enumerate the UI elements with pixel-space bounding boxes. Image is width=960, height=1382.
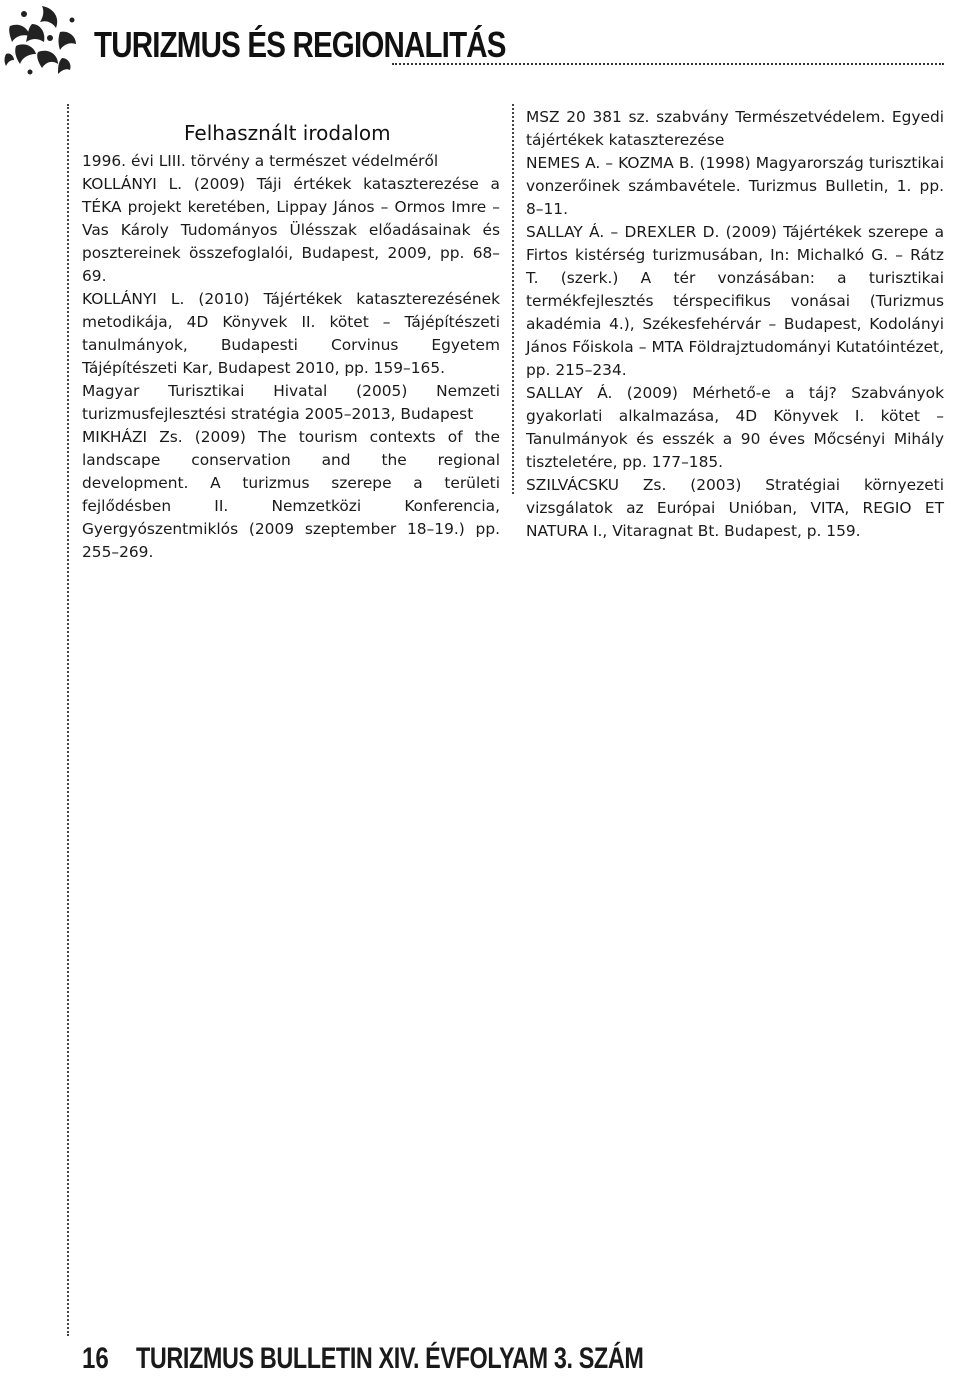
reference-item: SZILVÁCSKU Zs. (2003) Stratégiai környezeti vizsgálatok az Európai Unióban, VITA, REGIO ET NATURA I., Vitaragnat Bt. Budapest, p. 159. <box>526 476 944 540</box>
reference-item: Magyar Turisztikai Hivatal (2005) Nemzeti turizmusfejlesztési stratégia 2005–2013, Budapest <box>82 382 500 423</box>
reference-item: 1996. évi LIII. törvény a természet védelméről <box>82 152 439 170</box>
reference-item: NEMES A. – KOZMA B. (1998) Magyarország turisztikai vonzerőinek számbavétele. Turizmus Bulletin, 1. pp. 8–11. <box>526 154 944 218</box>
folk-ornament-icon <box>2 2 86 80</box>
footer-journal-title: TURIZMUS BULLETIN XIV. ÉVFOLYAM 3. SZÁM <box>136 1342 644 1375</box>
references-left-column <box>82 150 500 564</box>
references-right-column <box>526 106 944 543</box>
center-dotted-rule <box>512 104 514 494</box>
reference-item: KOLLÁNYI L. (2009) Táji értékek kataszterezése a TÉKA projekt keretében, Lippay János – Ormos Imre – Vas Károly Tudományos Ülésszak előadásainak és posztereinek összefoglalói, Budapest, 2009, pp. 68–69. <box>82 175 500 285</box>
reference-item: SALLAY Á. – DREXLER D. (2009) Tájértékek szerepe a Firtos kistérség turizmusában, In: Michalkó G. – Rátz T. (szerk.) A tér vonzásában: a turisztikai termékfejlesztés térspecifikus vonásai (Turizmus akadémia 4.), Székesfehérvár – Budapest, Kodolányi János Főiskola – MTA Földrajztudományi Kutatóintézet, pp. 215–234. <box>526 223 944 379</box>
reference-item: MSZ 20 381 sz. szabvány Természetvédelem. Egyedi tájértékek kataszterezése <box>526 108 944 149</box>
journal-title: TURIZMUS ÉS REGIONALITÁS <box>94 24 506 65</box>
header-dotted-rule <box>392 63 944 65</box>
left-column-dotted-rule <box>67 104 69 1336</box>
reference-item: MIKHÁZI Zs. (2009) The tourism contexts of the landscape conservation and the regional development. A turizmus szerepe a területi fejlődésben II. Nemzetközi Konferencia, Gyergyószentmiklós (2009 szeptember 18–19.) pp. 255–269. <box>82 428 500 561</box>
reference-item: SALLAY Á. (2009) Mérhető-e a táj? Szabványok gyakorlati alkalmazása, 4D Könyvek I. kötet – Tanulmányok és esszék a 90 éves Mőcsényi Mihály tiszteletére, pp. 177–185. <box>526 384 944 471</box>
reference-item: KOLLÁNYI L. (2010) Tájértékek kataszterezésének metodikája, 4D Könyvek II. kötet – Tájépítészeti tanulmányok, Budapesti Corvinus Egyetem Tájépítészeti Kar, Budapest 2010, pp. 159–165. <box>82 290 500 377</box>
section-heading: Felhasznált irodalom <box>184 120 391 145</box>
page-number: 16 <box>82 1342 109 1375</box>
